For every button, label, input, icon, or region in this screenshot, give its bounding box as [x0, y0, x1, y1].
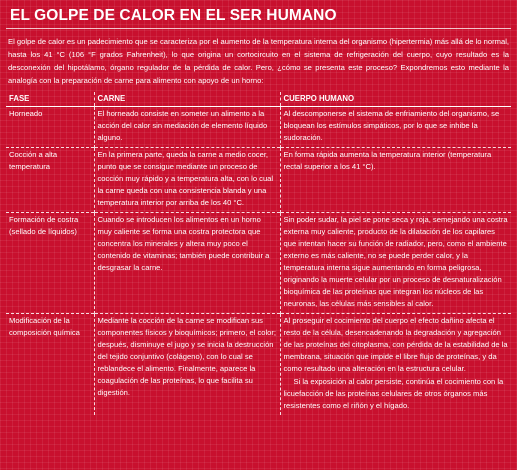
intro-paragraph: El golpe de calor es un padecimiento que se caracteriza por el aumento de la temperatura interna del organismo (hipertermia) más allá de lo normal, hasta los 41 °C (106 °F grados Fahrenheit), lo que origina un cortocircuito en el sistema de refrigeración del cuerpo, cuyo resultado es la desconexión del hipotálamo, órgano regulador de la pérdida de calor. Pero, ¿cómo se presenta este proceso? Expondremos esto mediante la analogía con la preparación de carne para alimento con apoyo de un horno:	[8, 37, 509, 85]
cell-fase: Cocción a alta temperatura	[6, 148, 94, 213]
cell-paragraph: Al proseguir el cocimiento del cuerpo el efecto dañino afecta el resto de la célula, desencadenando la degradación y agregación de las proteínas del citoplasma, con pérdida de la estabilidad de la membrana, situación que impide el libre flujo de proteínas, y da como resultado una alteración en la estructura celular.	[283, 316, 508, 373]
cell-carne: Mediante la cocción de la carne se modifican sus componentes físicos y bioquímicos; primero, el color; después, disminuye el jugo y se inicia la destrucción del tejido conjuntivo (colágeno), con lo cual se reblandece el alimento. Finalmente, aparece la coagulación de las proteínas, lo que facilita su digestión.	[94, 314, 280, 416]
cell-cuerpo	[280, 148, 511, 213]
header-cuerpo-humano: CUERPO HUMANO	[280, 92, 511, 107]
cell-paragraph: En forma rápida aumenta la temperatura interior (temperatura rectal superior a los 41 °C).	[283, 150, 492, 171]
cell-paragraph: Sin poder sudar, la piel se pone seca y roja, semejando una costra externa muy caliente, producto de la dilatación de los capilares que intentan hacer su función de radiador, pero, como el ambiente externo es más caliente, no se puede perder calor, y la temperatura interna sigue aumentando en forma peligrosa, originando la muerte celular por un proceso de desnaturalización bioquímica de las proteínas que integran los núcleos de las neuronas, las células más sensibles al calor.	[283, 215, 508, 308]
table-header-row	[6, 92, 511, 107]
cell-fase: Formación de costra (sellado de líquidos)	[6, 213, 94, 314]
header-carne: CARNE	[94, 92, 280, 107]
title-divider	[6, 28, 511, 29]
table-row	[6, 314, 511, 416]
cell-fase: Modificación de la composición química	[6, 314, 94, 416]
table-row	[6, 148, 511, 213]
cell-cuerpo	[280, 314, 511, 416]
cell-paragraph: Si la exposición al calor persiste, continúa el cocimiento con la licuefacción de las proteínas celulares de otros órganos más resistentes como el riñón y el hígado.	[283, 377, 504, 410]
cell-paragraph: Al descomponerse el sistema de enfriamiento del organismo, se bloquean los estímulos simpáticos, por lo que se inhibe la sudoración.	[283, 109, 500, 142]
cell-fase: Horneado	[9, 109, 43, 118]
cell-cuerpo	[280, 107, 511, 148]
cell-carne: Cuando se introducen los alimentos en un horno muy caliente se forma una costra protectora que concentra los minerales y altera muy poco el contenido de vitaminas; también puede contribuir a desgrasar la carne.	[94, 213, 280, 314]
comparison-table	[6, 92, 511, 415]
header-fase: FASE	[6, 92, 94, 107]
table-row	[6, 107, 511, 148]
table-row	[6, 213, 511, 314]
cell-carne: El horneado consiste en someter un alimento a la acción del calor sin mediación de elemento líquido alguno.	[94, 107, 280, 148]
cell-carne: En la primera parte, queda la carne a medio cocer, punto que se consigue mediante un proceso de cocción muy rápido y a temperatura alta, con lo cual la carne queda con una consistencia blanda y una temperatura interior por arriba de los 40 °C.	[94, 148, 280, 213]
cell-cuerpo	[280, 213, 511, 314]
article-title: EL GOLPE DE CALOR EN EL SER HUMANO	[10, 7, 337, 24]
